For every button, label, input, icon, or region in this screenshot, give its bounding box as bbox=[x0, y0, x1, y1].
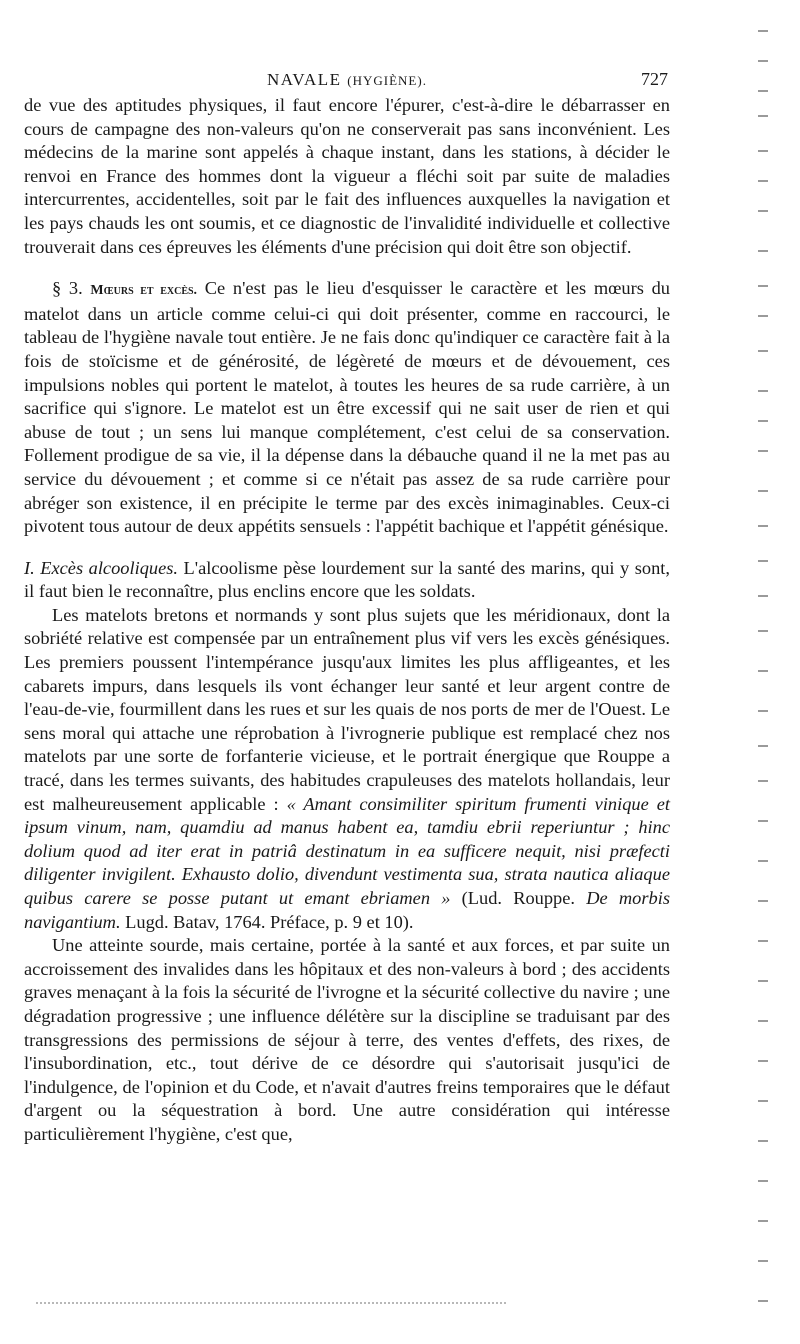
running-title-sub: (HYGIÈNE). bbox=[347, 73, 427, 88]
running-title bbox=[24, 68, 670, 93]
paragraph-exces-alcooliques bbox=[24, 557, 670, 604]
latin-quotation: « Amant consimiliter spiritum frumenti vinique et ipsum vinum, nam, quamdiu ad manus habent ea, tamdiu ebrii reperiuntur ; hinc dolium quod ad iter erat in patriâ destinatum in ea sufficere nequit, nisi præfecti diligenter invigilent. Exhausto dolio, divendunt vestimenta sua, strata nautica aliaque quibus carere se posse putant ut emant ebriamen » bbox=[24, 793, 671, 908]
page bbox=[24, 62, 670, 1147]
paragraph-matelots-body: Les matelots bretons et normands y sont plus sujets que les méridionaux, dont la sobriété relative est compensée par un entraînement plus vif vers les excès génésiques. Les premiers poussent l'intempérance jusqu'aux limites les plus affligeantes, et les cabarets impurs, dans lesquels ils vont échanger leur santé et leur argent contre de l'eau-de-vie, fourmillent dans les rues et sur les quais de nos ports de mer de l'Ouest. Le sens moral qui attache une réprobation à l'ivrognerie publique est remplacé chez nos matelots par une sorte de forfanterie vicieuse, et le portrait énergique que Rouppe a tracé, dans les termes suivants, des habitudes crapuleuses des matelots hollandais, leur est malheureusement applicable : bbox=[24, 604, 670, 814]
part-title-exces: I. Excès alcooliques. bbox=[24, 557, 179, 578]
paragraph-aptitudes: de vue des aptitudes physiques, il faut encore l'épurer, c'est-à-dire le débarrasser en cours de campagne des non-valeurs qu'on ne conserverait pas sans inconvénient. Les médecins de la marine sont appelés à chaque instant, dans les stations, à décider le renvoi en France des hommes dont la vigueur a fléchi soit par suite de maladies intercurrentes, accidentelles, soit par le fait des influences auxquelles la navigation et les pays chauds les ont soumis, et ce diagnostic de l'invalidité individuelle et collective trouverait dans ces épreuves les éléments d'une précision qui doit être son objectif. bbox=[24, 95, 670, 257]
paragraph-atteinte: Une atteinte sourde, mais certaine, portée à la santé et aux forces, et par suite un accroissement des invalides dans les hôpitaux et des non-valeurs à bord ; des accidents graves menaçant à la fois la sécurité de l'ivrogne et la sécurité collective du navire ; une dégradation progressive ; une influence délétère sur la discipline se traduisant par des transgressions des permissions de séjour à terre, des ventes d'effets, des rixes, de l'insubordination, etc., tout dérive de ce désordre qui s'autorisait jusqu'ici de l'indulgence, de l'opinion et du Code, et n'avait d'autres freins temporaires que le défaut d'argent ou la séquestration à bord. Une autre considération qui intéresse particulièrement l'hygiène, c'est que, bbox=[24, 935, 670, 1144]
paragraph-matelots bbox=[24, 604, 670, 934]
citation-title: De morbis navigantium. bbox=[24, 888, 670, 932]
paragraph-exces-body: L'alcoolisme pèse lourdement sur la santé des marins, qui y sont, il faut bien le reconnaître, plus enclins encore que les soldats. bbox=[24, 557, 670, 602]
section-title-moeurs: Mœurs et excès. bbox=[90, 283, 198, 299]
running-title-main: NAVALE bbox=[267, 70, 342, 89]
paragraph-moeurs bbox=[24, 277, 670, 539]
citation-prefix: (Lud. Rouppe. bbox=[461, 888, 576, 908]
bottom-rule bbox=[36, 1302, 506, 1304]
paragraph-moeurs-body: Ce n'est pas le lieu d'esquisser le caractère et les mœurs du matelot dans un article comme celui-ci qui doit présenter, comme en raccourci, le tableau de l'hygiène navale tout entière. Je ne fais donc qu'indiquer ce caractère fait à la fois de stoïcisme et de générosité, de légèreté de mœurs et de dévouement, ces impulsions nobles qui portent le matelot, à toutes les heures de sa rude carrière, à un sacrifice qui s'ignore. Le matelot est un être excessif qui ne sait user de rien et qui abuse de tout ; un sens lui manque complétement, c'est celui de sa conservation. Follement prodigue de sa vie, il la dépense dans la débauche quand il ne la met pas au service du dévouement ; et comme si ce n'était pas assez de sa rude carrière pour abréger son existence, il en précipite le terme par des excès inimaginables. Ceux-ci pivotent tous autour de deux appétits sensuels : l'appétit bachique et l'appétit génésique. bbox=[24, 278, 671, 537]
scan-margin-marks bbox=[758, 20, 788, 1330]
running-header bbox=[24, 62, 670, 92]
citation-suffix: Lugd. Batav, 1764. Préface, p. 9 et 10). bbox=[125, 911, 414, 932]
section-mark: § 3. bbox=[52, 278, 83, 299]
page-number: 727 bbox=[641, 69, 668, 89]
